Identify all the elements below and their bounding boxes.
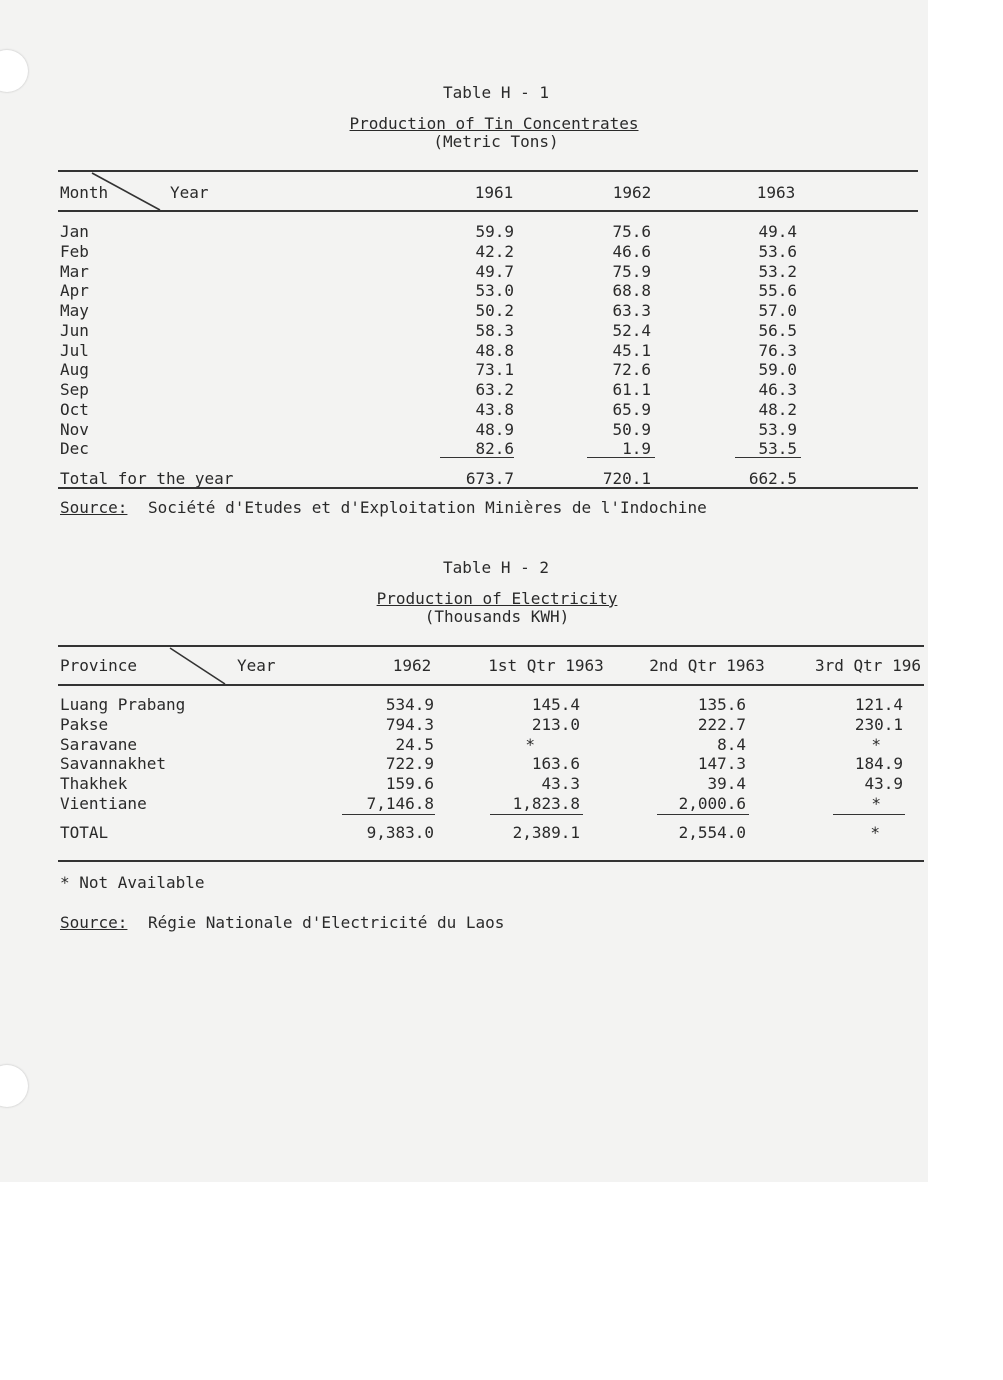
table1-value-cell: 55.6	[758, 281, 797, 300]
table2-value-cell: 794.3	[385, 715, 434, 734]
table1-source-text: Société d'Etudes et d'Exploitation Minières de l'Indochine	[148, 498, 707, 517]
table2-value-cell: 184.9	[854, 754, 903, 773]
table2-subtotal-rule	[490, 814, 583, 815]
table2-value-cell: 43.9	[864, 774, 903, 793]
table2-value-cell: 222.7	[697, 715, 746, 734]
table2-value-cell: 2,000.6	[678, 794, 746, 813]
table1-col-1962: 1962	[612, 183, 652, 202]
table2-value-cell: 213.0	[531, 715, 580, 734]
table2-value-cell: 722.9	[385, 754, 434, 773]
table1-value-cell: 65.9	[612, 400, 651, 419]
table2-province-cell: Thakhek	[60, 774, 128, 793]
table1-total-1961: 673.7	[465, 469, 514, 488]
table1-month-cell: May	[60, 301, 89, 320]
table1-value-cell: 63.3	[612, 301, 651, 320]
table2-province-cell: Vientiane	[60, 794, 147, 813]
table1-value-cell: 72.6	[612, 360, 651, 379]
table1-title: Production of Tin Concentrates	[349, 114, 639, 133]
table2-value-cell: *	[871, 735, 881, 754]
table2-value-cell: 8.4	[717, 735, 746, 754]
table2-value-cell: 121.4	[854, 695, 903, 714]
table2-value-cell: 43.3	[541, 774, 580, 793]
table2-province-cell: Pakse	[60, 715, 109, 734]
table2-value-cell: 534.9	[385, 695, 434, 714]
table1-month-cell: Mar	[60, 262, 89, 281]
table2-value-cell: *	[871, 794, 881, 813]
table1-value-cell: 46.6	[612, 242, 651, 261]
table2-label: Table H - 2	[443, 558, 549, 577]
table1-value-cell: 42.2	[475, 242, 514, 261]
table2-footnote: * Not Available	[60, 873, 205, 892]
table1-year-header: Year	[170, 183, 209, 202]
table1-value-cell: 61.1	[612, 380, 651, 399]
table2-total-label: TOTAL	[60, 823, 109, 842]
table2-col-1962: 1962	[392, 656, 432, 675]
table1-col-1961: 1961	[474, 183, 514, 202]
table2-header-rule	[58, 684, 924, 686]
table1-value-cell: 53.5	[758, 439, 797, 458]
table1-total-label: Total for the year	[60, 469, 234, 488]
table2-total-q2: 2,554.0	[678, 823, 746, 842]
table1-month-cell: Aug	[60, 360, 89, 379]
table1-value-cell: 68.8	[612, 281, 651, 300]
table1-value-cell: 75.6	[612, 222, 651, 241]
table1-value-cell: 48.9	[475, 420, 514, 439]
table2-col-q1: 1st Qtr 1963	[488, 656, 604, 675]
table1-total-1962: 720.1	[602, 469, 651, 488]
table1-value-cell: 76.3	[758, 341, 797, 360]
table2-subtotal-rule	[657, 814, 749, 815]
table1-value-cell: 53.6	[758, 242, 797, 261]
table1-col-1963: 1963	[756, 183, 796, 202]
table1-value-cell: 52.4	[612, 321, 651, 340]
table2-total-q1: 2,389.1	[512, 823, 580, 842]
table1-month-cell: Jun	[60, 321, 89, 340]
table2-value-cell: 230.1	[854, 715, 903, 734]
table1-value-cell: 49.4	[758, 222, 797, 241]
table1-month-cell: Apr	[60, 281, 89, 300]
table2-value-cell: 147.3	[697, 754, 746, 773]
table1-value-cell: 58.3	[475, 321, 514, 340]
table2-bottom-rule	[58, 860, 924, 862]
table1-value-cell: 59.9	[475, 222, 514, 241]
table1-month-cell: Jan	[60, 222, 89, 241]
table1-unit: (Metric Tons)	[433, 132, 559, 151]
table2-subtotal-rule	[833, 814, 905, 815]
table2-province-cell: Savannakhet	[60, 754, 166, 773]
table2-value-cell: 145.4	[531, 695, 580, 714]
table1-month-cell: Dec	[60, 439, 89, 458]
table1-value-cell: 43.8	[475, 400, 514, 419]
table2-value-cell: 159.6	[385, 774, 434, 793]
table1-value-cell: 63.2	[475, 380, 514, 399]
table2-source-label: Source:	[60, 913, 128, 932]
table1-month-cell: Nov	[60, 420, 89, 439]
table1-value-cell: 48.2	[758, 400, 797, 419]
table1-value-cell: 48.8	[475, 341, 514, 360]
table2-col-q3: 3rd Qtr 196	[815, 656, 921, 675]
table2-value-cell: *	[525, 735, 535, 754]
table1-month-cell: Oct	[60, 400, 89, 419]
table2-province-cell: Luang Prabang	[60, 695, 186, 714]
table1-month-cell: Feb	[60, 242, 89, 261]
table1-value-cell: 1.9	[622, 439, 651, 458]
table2-source-text: Régie Nationale d'Electricité du Laos	[148, 913, 505, 932]
table1-value-cell: 75.9	[612, 262, 651, 281]
table1-value-cell: 57.0	[758, 301, 797, 320]
table2-year-header: Year	[237, 656, 276, 675]
table1-value-cell: 53.0	[475, 281, 514, 300]
table1-value-cell: 46.3	[758, 380, 797, 399]
table2-col-q2: 2nd Qtr 1963	[649, 656, 765, 675]
table1-source-label: Source:	[60, 498, 128, 517]
table2-total-1962: 9,383.0	[366, 823, 434, 842]
table1-month-header: Month	[60, 183, 109, 202]
table2-unit: (Thousands KWH)	[424, 607, 570, 626]
table1-value-cell: 50.2	[475, 301, 514, 320]
table2-value-cell: 39.4	[707, 774, 746, 793]
table2-province-header: Province	[60, 656, 138, 675]
table1-month-cell: Sep	[60, 380, 89, 399]
table1-value-cell: 56.5	[758, 321, 797, 340]
table2-province-cell: Saravane	[60, 735, 138, 754]
table2-title: Production of Electricity	[376, 589, 618, 608]
table2-value-cell: 24.5	[395, 735, 434, 754]
table1-total-1963: 662.5	[748, 469, 797, 488]
table2-total-q3: *	[870, 823, 880, 842]
table1-month-cell: Jul	[60, 341, 89, 360]
table1-value-cell: 53.2	[758, 262, 797, 281]
table1-label: Table H - 1	[443, 83, 549, 102]
table1-value-cell: 53.9	[758, 420, 797, 439]
table1-value-cell: 59.0	[758, 360, 797, 379]
table1-value-cell: 50.9	[612, 420, 651, 439]
table1-value-cell: 45.1	[612, 341, 651, 360]
table2-value-cell: 7,146.8	[366, 794, 434, 813]
table1-value-cell: 73.1	[475, 360, 514, 379]
table2-value-cell: 135.6	[697, 695, 746, 714]
table1-value-cell: 82.6	[475, 439, 514, 458]
table2-value-cell: 163.6	[531, 754, 580, 773]
table2-value-cell: 1,823.8	[512, 794, 580, 813]
table2-subtotal-rule	[342, 814, 435, 815]
table1-value-cell: 49.7	[475, 262, 514, 281]
